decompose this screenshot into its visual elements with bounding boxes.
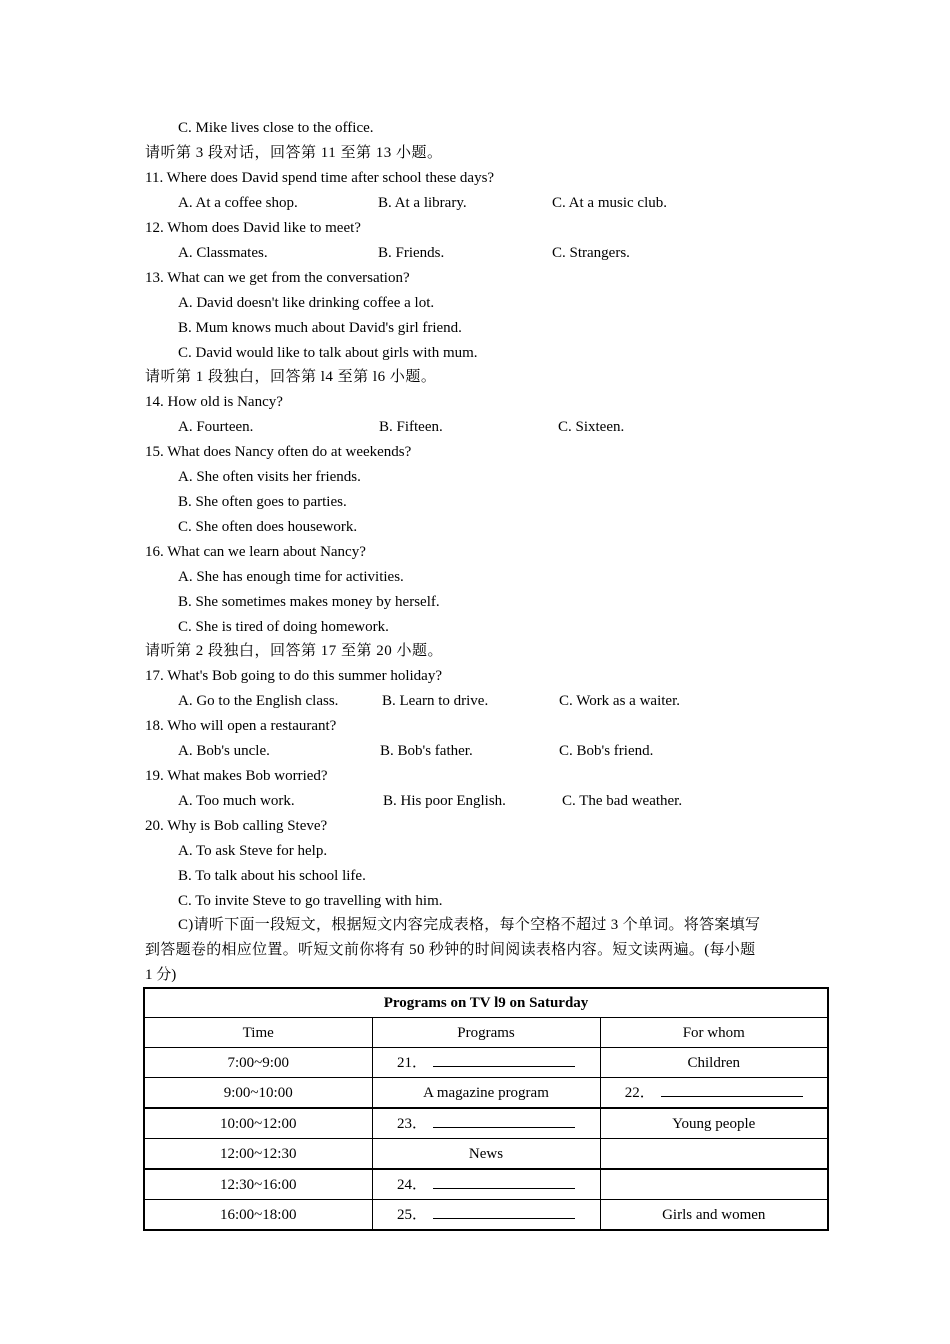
audience-cell [600,1139,828,1170]
column-header: For whom [600,1018,828,1048]
question-12: 12. Whom does David like to meet? [145,220,361,236]
column-header: Time [144,1018,372,1048]
option-17c: C. Work as a waiter. [559,693,680,709]
audience-cell [600,1169,828,1200]
question-16: 16. What can we learn about Nancy? [145,544,366,560]
time-cell: 12:00~12:30 [144,1139,372,1170]
blank-number: 22． [624,1085,655,1101]
audience-cell: Girls and women [600,1200,828,1231]
option-16c: C. She is tired of doing homework. [178,619,389,635]
option-14c: C. Sixteen. [558,419,625,435]
part-c-instruction: 到答题卷的相应位置。听短文前你将有 50 秒钟的时间阅读表格内容。短文读两遍。(每小题 [145,942,756,958]
answer-blank [661,1082,803,1097]
option-16a: A. She has enough time for activities. [178,569,404,585]
option-12c: C. Strangers. [552,245,630,261]
question-13: 13. What can we get from the conversation? [145,270,410,286]
part-c-instruction: C)请听下面一段短文，根据短文内容完成表格，每个空格不超过 3 个单词。将答案填写 [178,917,761,933]
option-19a: A. Too much work. [178,793,295,809]
table-row [144,1078,828,1109]
option-11c: C. At a music club. [552,195,667,211]
option-18b: B. Bob's father. [380,743,473,759]
table-row [144,1200,828,1231]
table-title: Programs on TV l9 on Saturday [144,988,828,1018]
option-15c: C. She often does housework. [178,519,358,535]
option-20b: B. To talk about his school life. [178,868,366,884]
option-12a: A. Classmates. [178,245,268,261]
question-17: 17. What's Bob going to do this summer holiday? [145,668,442,684]
program-cell [372,1048,600,1078]
section-instruction: 请听第 2 段独白，回答第 17 至第 20 小题。 [145,643,444,659]
blank-number: 21． [396,1055,427,1071]
question-19: 19. What makes Bob worried? [145,768,328,784]
option-20c: C. To invite Steve to go travelling with him. [178,893,443,909]
table-row [144,1139,828,1170]
option-18a: A. Bob's uncle. [178,743,270,759]
option-11a: A. At a coffee shop. [178,195,298,211]
question-11: 11. Where does David spend time after school these days? [145,170,495,186]
table-row [144,1048,828,1078]
answer-blank [433,1052,575,1067]
blank-number: 24． [396,1177,427,1193]
programs-table [143,987,829,1231]
audience-cell: Children [600,1048,828,1078]
option-13a: A. David doesn't like drinking coffee a lot. [178,295,435,311]
program-cell [372,1200,600,1231]
time-cell: 10:00~12:00 [144,1108,372,1139]
question-14: 14. How old is Nancy? [145,394,283,410]
option-17b: B. Learn to drive. [382,693,489,709]
option-17a: A. Go to the English class. [178,693,339,709]
program-cell [372,1169,600,1200]
time-cell: 9:00~10:00 [144,1078,372,1109]
answer-blank [433,1174,575,1189]
option-19c: C. The bad weather. [562,793,683,809]
option-19b: B. His poor English. [383,793,506,809]
option-12b: B. Friends. [378,245,445,261]
option-15a: A. She often visits her friends. [178,469,361,485]
option-20a: A. To ask Steve for help. [178,843,328,859]
time-cell: 7:00~9:00 [144,1048,372,1078]
time-cell: 12:30~16:00 [144,1169,372,1200]
section-instruction: 请听第 1 段独白，回答第 l4 至第 l6 小题。 [145,369,437,385]
blank-number: 23． [396,1116,427,1132]
audience-cell [600,1078,828,1109]
option-13b: B. Mum knows much about David's girl friend. [178,320,462,336]
column-header: Programs [372,1018,600,1048]
time-cell: 16:00~18:00 [144,1200,372,1231]
question-15: 15. What does Nancy often do at weekends? [145,444,412,460]
part-c-instruction: 1 分) [145,967,177,983]
option-15b: B. She often goes to parties. [178,494,347,510]
blank-number: 25． [396,1207,427,1223]
table-header-row [144,1018,828,1048]
answer-blank [433,1204,575,1219]
program-cell: A magazine program [372,1078,600,1109]
question-18: 18. Who will open a restaurant? [145,718,337,734]
option-13c: C. David would like to talk about girls with mum. [178,345,478,361]
table-row [144,1169,828,1200]
program-cell [372,1108,600,1139]
answer-blank [433,1113,575,1128]
table-row [144,1108,828,1139]
audience-cell: Young people [600,1108,828,1139]
question-20: 20. Why is Bob calling Steve? [145,818,328,834]
option-14a: A. Fourteen. [178,419,254,435]
option-14b: B. Fifteen. [379,419,443,435]
option-16b: B. She sometimes makes money by herself. [178,594,440,610]
option-11b: B. At a library. [378,195,467,211]
program-cell: News [372,1139,600,1170]
option-line: C. Mike lives close to the office. [178,120,374,136]
section-instruction: 请听第 3 段对话，回答第 11 至第 13 小题。 [145,145,443,161]
option-18c: C. Bob's friend. [559,743,654,759]
